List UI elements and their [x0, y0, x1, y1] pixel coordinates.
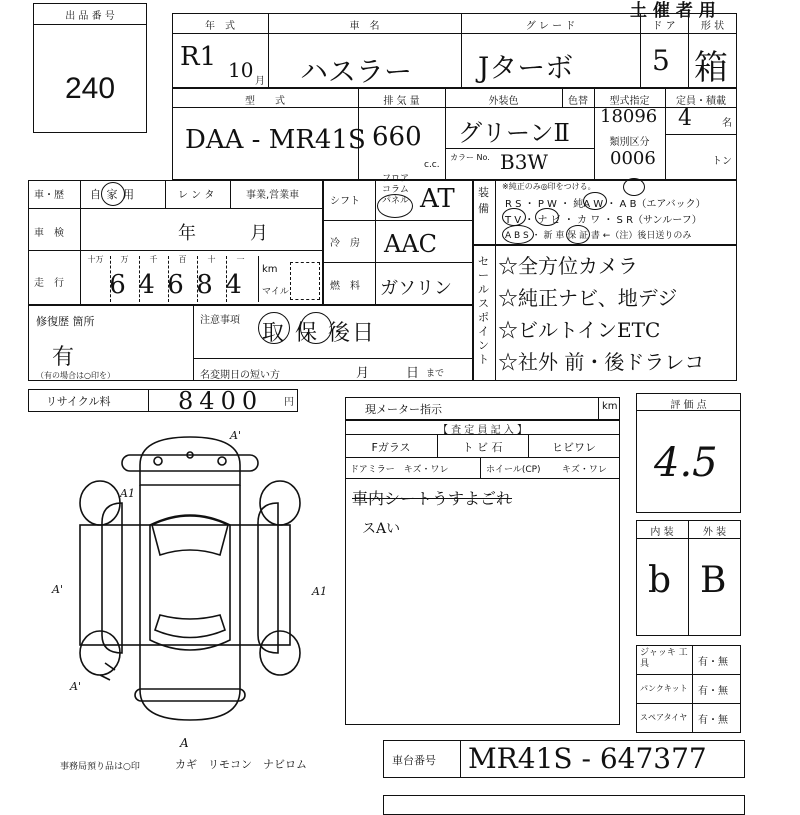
car-roof: [150, 515, 230, 650]
recycle-value: 8400: [178, 387, 264, 415]
equip-circle-navi: [535, 208, 559, 226]
shift-options: フロア コラム パネル: [382, 174, 410, 206]
chip-label: ト ビ 石: [462, 441, 503, 454]
repair-value: 有: [52, 345, 75, 370]
tire-front-right: [260, 481, 300, 525]
mirror-label: ドアミラー キズ・ワレ: [350, 465, 449, 475]
notes-value: 取 保 後日: [262, 321, 376, 346]
type-label: 形 状: [700, 21, 725, 32]
sales-point-4: ☆社外 前・後ドラレコ: [498, 350, 705, 374]
tire-rear-right: [260, 631, 300, 675]
history-circle-mark: [101, 182, 125, 206]
opt-you: 用: [123, 188, 134, 201]
equip-circle-abs: [502, 225, 534, 244]
tool-jack-value: 有・無: [698, 657, 728, 668]
inspector-title: 【 査 定 員 記 入 】: [437, 425, 528, 436]
tool-jack-label: ジャッキ 工 具: [640, 648, 697, 669]
opt-ka: 家: [106, 188, 118, 201]
fuel-label: 燃 料: [330, 281, 360, 292]
km-check-box: [290, 262, 320, 300]
rental-label: レ ン タ: [178, 190, 215, 201]
persons-value: 4: [678, 106, 692, 131]
rear-window: [155, 615, 225, 638]
chassis-label: 車台番号: [392, 754, 436, 767]
name-change-label: 名変期日の短い方: [200, 370, 280, 381]
digit-units: 十万 万 千 百 十 一: [87, 255, 245, 264]
colorchg-label: 色替: [568, 96, 588, 107]
month-unit: 月: [255, 76, 265, 87]
wheel-label: ホイール(CP): [486, 465, 541, 475]
inspection-label: 車 検: [34, 228, 64, 239]
mark-a-right: A1: [312, 585, 327, 598]
score-value: 4.5: [654, 440, 718, 486]
bottom-items: カギ リモコン ナビロム: [175, 758, 307, 771]
car-name: ハスラー: [300, 55, 413, 88]
tool-spare-value: 有・無: [698, 715, 728, 726]
equipment-line2: T V ・ ナ ビ ・ カ ワ ・ S R（サンルーフ）: [505, 215, 702, 226]
lot-box: [33, 3, 147, 133]
mileage-digits: 6 4 6 8 4: [109, 270, 242, 300]
year-label: 年 式: [205, 21, 235, 32]
grade-label: グ レ ー ド: [525, 21, 576, 32]
km-label: km: [262, 264, 278, 275]
equip-circle-new: [566, 225, 590, 244]
bottom-partial-box: [383, 795, 745, 815]
tire-front-left: [80, 481, 120, 525]
inspection-year-unit: 年: [178, 223, 196, 244]
sales-point-1: ☆全方位カメラ: [498, 254, 638, 278]
sales-point-label: セールスポイント: [478, 255, 489, 366]
persons-unit: 名: [722, 118, 732, 129]
glass-label: Fガラス: [371, 441, 411, 454]
mark-a-left: A': [52, 583, 63, 596]
mark-a-rear: A': [70, 680, 81, 693]
wheel-damage-label: キズ・ワレ: [562, 465, 607, 475]
repair-note: （有の場合は○印を）: [36, 371, 115, 380]
interior-label: 内 装: [650, 527, 674, 538]
disp-value: 660: [372, 122, 422, 152]
exterior-label: 外 装: [702, 527, 727, 538]
year-era: R1: [180, 42, 217, 72]
name-change-month: 月: [356, 366, 370, 381]
equip-circle-aw: [583, 192, 607, 210]
notes-circle-2: [300, 312, 332, 344]
headlight-right: [218, 457, 226, 465]
sales-point-3: ☆ビルトインETC: [498, 318, 661, 342]
meter-label: 現メーター指示: [365, 403, 442, 416]
crack-label: ヒビワレ: [552, 441, 596, 454]
name-change-until: まで: [426, 369, 445, 379]
color-no-value: B3W: [500, 150, 548, 174]
shift-value: AT: [420, 184, 455, 214]
shape-value: 箱: [694, 48, 728, 88]
inspection-month-unit: 月: [250, 223, 268, 244]
recycle-unit: 円: [284, 397, 294, 408]
color-no-label: カラー No.: [450, 153, 490, 162]
equip-circle-tv: [502, 208, 526, 226]
mark-a-front: A': [230, 429, 241, 442]
notes-label: 注意事項: [200, 315, 240, 326]
door-label: ド ア: [652, 21, 676, 32]
car-front-outline: [140, 437, 240, 485]
notes-circle-1: [258, 312, 290, 344]
ton-unit: トン: [712, 156, 732, 167]
disp-label: 排 気 量: [383, 96, 420, 107]
history-label: 車・歴: [34, 190, 64, 201]
inspector-comment-2: スAい: [362, 521, 401, 537]
equipment-note: ※純正のみ◎印をつける。: [502, 182, 596, 191]
model-value: DAA - MR41S: [185, 125, 366, 155]
equipment-label: 装備: [478, 186, 489, 215]
model-label: 型 式: [245, 96, 285, 107]
mileage-label: 走 行: [34, 278, 64, 289]
tool-kit-label: パンクキット: [640, 684, 688, 693]
score-label: 評 価 点: [670, 400, 707, 411]
class-label: 類別区分: [609, 137, 650, 148]
equipment-line1: R S ・ P W ・ 純A W ・ A B（エアバック）: [505, 199, 706, 210]
rear-bumper: [135, 689, 245, 701]
headlight-left: [154, 457, 162, 465]
tool-kit-value: 有・無: [698, 686, 728, 697]
year-month: 10: [228, 58, 254, 82]
shift-circle-mark: [377, 194, 413, 218]
fuel-value: ガソリン: [380, 278, 452, 299]
cc-unit: c.c.: [424, 160, 440, 170]
exterior-value: B: [700, 560, 727, 601]
shift-label: シフト: [330, 196, 360, 207]
aircon-value: AAC: [384, 230, 438, 258]
grade-value: Jターボ: [478, 51, 574, 84]
class-value: 0006: [610, 148, 656, 169]
cap-label: 定員・積載: [676, 96, 726, 107]
color-value: グリーンⅡ: [458, 119, 570, 147]
repair-label: 修復歴 箇所: [36, 315, 95, 328]
mark-a1-top: A1: [120, 487, 135, 500]
chassis-value: MR41S - 647377: [468, 742, 707, 775]
sales-point-2: ☆純正ナビ、地デジ: [498, 286, 678, 310]
top-right-title: 土 催 者 用: [630, 1, 716, 21]
interior-value: b: [648, 560, 672, 601]
lot-label: 出 品 番 号: [65, 11, 115, 22]
name-change-day: 日: [406, 366, 420, 381]
lot-number: 240: [64, 72, 116, 105]
mark-key: A: [180, 736, 189, 750]
car-damage-diagram: [40, 425, 340, 735]
opt-ji: 自: [90, 188, 101, 201]
business-label: 事業,営業車: [246, 190, 300, 201]
mile-label: マイル: [262, 287, 289, 297]
car-body-outline: [140, 485, 240, 720]
doors-value: 5: [652, 44, 670, 77]
color-label: 外装色: [488, 96, 519, 107]
equip-circle-ab: [623, 178, 645, 196]
meter-unit: km: [602, 401, 618, 412]
desig-label: 型式指定: [609, 96, 650, 107]
desig-value: 18096: [600, 106, 658, 127]
wheel-arrow-line: [100, 663, 115, 680]
bottom-note: 事務局預り品は○印: [60, 762, 140, 772]
recycle-label: リサイクル料: [46, 395, 111, 408]
inspector-comment-1: 車内シートうすよごれ: [352, 489, 513, 508]
tool-spare-label: スペアタイヤ: [640, 713, 688, 722]
equipment-line3: A B S ・ 新 車 保 証 書 ←（注）後日送りのみ: [505, 231, 692, 241]
aircon-label: 冷 房: [330, 238, 360, 249]
windshield: [152, 516, 228, 555]
name-label: 車 名: [349, 21, 380, 32]
